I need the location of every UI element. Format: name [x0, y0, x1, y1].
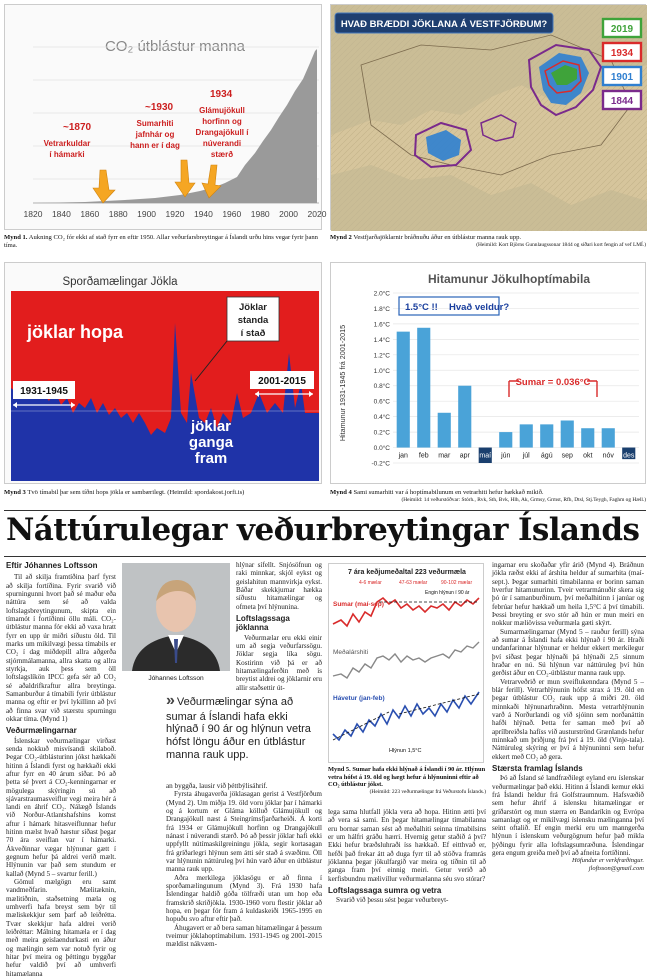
figure-5-caption	[328, 766, 486, 795]
fig5-label-winter: Hávetur (jan-feb)	[333, 695, 385, 702]
fig3-caption-label: Mynd 3	[4, 489, 26, 496]
fig3-caption-text: Tvö tímabil þar sem tíðni hops jökla er sambærilegt. (Heimild: spordakost.jorfi.is)	[27, 489, 245, 496]
fig4-xtick-apr: apr	[459, 452, 470, 460]
col4-paragraph-3: Vetrarveðrið er mun sveiflukenndara (Mynd 5 – blár ferill). Vetrarhlýnunin hófst strax á 19. öld en þegar útblástur CO₂ rauk upp á miðri 20. öld minnkaði hlýnunarhraðinn. Mesta vetrarhlýnunin varð á Norðurlandi og við sjóinn sem norðanáttin hafði hlýnað. Þetta fer saman með því að aprílbreiðsla hafíss við austurströnd Grænlands hefur minnkað um þriðjung frá því á 19. öld (Vinje-tala). Náttúruleg skýring er því á hlýnuninni sem hefur ekkert með CO₂ að gera.	[492, 677, 644, 761]
col3-paragraph-1: lega sama hlutfall jökla vera að hopa. Hitinn ætti því að vera sá sami. En þegar hitamælingar tímabilanna eru bornar saman sést að meðalhiti seinna tímabilsins er um hálfri gráðu hærri. Hvernig getur staðið á því? Ekki hefur bræðsluhraði íss hækkað. Ef eitthvað er, hefði það frekar átt að duga fyrr til að stöðva framrás jöklanna þegar jökulfargið var meira og tíðnin til að ganga fram því einnig meiri. Getur verið að kerfisbundnu mælivillur veðurmælanna séu svo stórar?	[328, 808, 486, 883]
fig5-ann-1: 4-6 mælar	[359, 580, 382, 586]
fig4-ytick: 1.6°C	[373, 321, 390, 329]
fig3-standa-2: standa	[237, 315, 269, 326]
fig4-xtick-des: des	[623, 452, 635, 460]
fig3-ganga-3: fram	[194, 450, 228, 467]
fig4-bar-okt	[581, 428, 594, 447]
fig4-ylabel: Hitamunur 1931-1945 frá 2001-2015	[338, 324, 347, 442]
col2b-paragraph-4: Áhugavert er að bera saman hitamælingar á þessum tveimur jöklahoptímabilum. 1931-1945 og 2001-2015 mældist nákvæm-	[166, 923, 322, 949]
fig4-bar-apr	[458, 386, 471, 448]
fig4-xtick-nóv: nóv	[602, 452, 614, 460]
author-email: jloftsson@gmail.com	[588, 865, 644, 873]
figure-1-caption	[4, 234, 324, 250]
fig4-ytick: 0.4°C	[373, 414, 390, 422]
col2-paragraph-2: Veðurmælar eru ekki einir um að segja veðurfarssögu. Jöklar segja líka sögu. Kostirinn við þá er að hitamælingaferðin með ís breytist aldrei og jöklarnir eru allir staðsettir út-	[236, 633, 322, 692]
figure-2-caption	[330, 234, 646, 248]
fig4-xtick-jan: jan	[398, 452, 408, 460]
fig2-caption-label: Mynd 2	[330, 234, 352, 241]
fig4-ann-question: Hvað veldur?	[449, 302, 510, 313]
fig1-xtick: 1840	[51, 209, 71, 219]
fig1-caption-text: Aukning CO₂ fór ekki af stað fyrr en eftir 1950. Allar veðurfarsbreytingar á Íslandi urðu hins vegar fyrir þann tíma.	[4, 234, 318, 249]
fig5-title: 7 ára keðjumeðaltal 223 veðurmæla	[348, 569, 466, 576]
fig3-title: Sporðamælingar Jökla	[62, 276, 178, 288]
fig1-xtick: 1900	[137, 209, 157, 219]
fig4-bar-mar	[438, 413, 451, 448]
fig4-bar-nóv	[602, 428, 615, 447]
fig5-label-summer: Sumar (maí-sep)	[333, 601, 384, 608]
col2-heading-1: Loftslagssaga jöklanna	[236, 613, 290, 633]
fig5-svg	[329, 564, 485, 764]
col2b-paragraph-1: an byggða, lausir við þéttbýlisáhrif.	[166, 782, 268, 790]
fig1-xtick: 1860	[80, 209, 100, 219]
pull-quote-text: Veðurmælingar sýna að sumar á Íslandi hafa ekki hlýnað í 90 ár og hlýnun vetra hófst löngu áður en útblástur manna rauk upp.	[166, 696, 311, 761]
fig4-ann-summer: Sumar = 0.036°C	[515, 377, 591, 388]
figure-4-caption	[330, 489, 646, 503]
photo-caption-name: Jóhannes Loftsson	[148, 675, 204, 682]
fig4-xtick-maí: maí	[479, 452, 492, 460]
fig4-xtick-mar: mar	[438, 452, 451, 460]
fig4-bar-feb	[417, 328, 430, 448]
col4-heading-1: Stærsta framlag Íslands	[492, 763, 583, 773]
fig3-ganga-1: jöklar	[190, 418, 232, 435]
fig4-ytick: 1.0°C	[373, 367, 390, 375]
fig1-title: CO₂ útblástur manna	[104, 38, 246, 55]
fig1-xtick: 1820	[23, 209, 43, 219]
map-svg	[331, 5, 647, 231]
fig5-caption-label: Mynd 5.	[328, 766, 351, 773]
fig4-xtick-jún: jún	[501, 452, 511, 460]
figure-1-co2-chart	[4, 4, 327, 230]
fig4-ytick: 0.2°C	[373, 429, 390, 437]
fig1-caption-label: Mynd 1.	[4, 234, 28, 241]
fig1-xtick: 1880	[108, 209, 128, 219]
figure-2-vestfirdir-map	[330, 4, 646, 230]
legend-label-1901: 1901	[610, 72, 634, 83]
col2-paragraph-1: hlýnar sífellt. Snjósöfnun og raki minnkar, skjól eykst og geislahitun mannvirkja eykst. Báðar skekkjurnar hækka síðustu hitamælingar og ofmeta því hlýnunina.	[236, 561, 322, 611]
fig1-ann-1930-line2: jafnhár og	[135, 130, 175, 139]
article-column-2-bottom	[166, 782, 322, 957]
co2-chart-svg	[5, 5, 327, 231]
fig4-ytick: 0.6°C	[373, 398, 390, 406]
fig4-ytick: 0.8°C	[373, 383, 390, 391]
arrow-1930-icon	[175, 160, 195, 197]
fig3-period2: 2001-2015	[258, 376, 306, 387]
fig1-ann-1934-line5: stærð	[210, 150, 234, 159]
article-column-4	[492, 561, 644, 957]
fig4-ytick: 0.0°C	[373, 445, 390, 453]
fig4-ytick: 1.4°C	[373, 336, 390, 344]
fig1-xtick: 2000	[279, 209, 299, 219]
figure-3-caption	[4, 489, 324, 497]
fig4-bar-sep	[561, 421, 574, 448]
fig5-source: (Heimild: 223 veðurmælingar frá Veðurstofu Íslands.)	[369, 788, 486, 795]
figure-3-glacier-measurements	[4, 262, 322, 484]
fig4-xtick-sep: sep	[561, 452, 573, 460]
fig5-ann-3: 90-102 mælar	[441, 580, 473, 586]
fig5-mean-line	[333, 642, 479, 678]
fig2-caption-text: Vestfjarðajöklarnir bráðnuðu áður en útblástur manna rauk upp.	[353, 234, 522, 241]
fig4-bar-júl	[520, 424, 533, 447]
fig4-source: (Heimild: 14 veðurstöðvar: Stórh., Rvk, Sth, Bvk, Hlh, Ak, Grmsy, Grmst, Rfh, Dtsl, Stj.Teygh, Faghm og Hæll.)	[401, 496, 646, 503]
fig4-ytick: 1.2°C	[373, 352, 390, 360]
fig3-label-hopa: jöklar hopa	[26, 322, 124, 342]
fig1-xtick: 1960	[222, 209, 242, 219]
fig5-label-mean: Meðalárshiti	[333, 649, 369, 656]
fig1-xtick: 1980	[250, 209, 270, 219]
pull-quote	[166, 692, 322, 762]
col2b-paragraph-3: Aðra merkilega jöklasögu er að finna í sporðamælingunum (Mynd 3). Frá 1930 hafa Íslendingar haldið góða tölfræði utan um hop eða framskrið skriðjökla. 1930-1960 voru flestir jöklar að hopa, en þegar fór fram á kuldaskeiði 1965-1995 en hopuðu svo aftur eftir það.	[166, 873, 322, 924]
fig4-xtick-okt: okt	[583, 452, 593, 460]
fig1-ann-1934-line2: horfinn og	[202, 117, 242, 126]
fig4-ytick: -0.2°C	[371, 460, 390, 468]
fig4-xtick-feb: feb	[418, 452, 429, 460]
fig1-ann-1934-line4: núverandi	[202, 139, 242, 148]
glacier-chart-svg	[5, 263, 323, 485]
fig1-xtick: 1920	[165, 209, 185, 219]
col4-paragraph-4: Þó að Ísland sé landfræðilegt eyland eru íslenskar veðurmælingar það ekki. Hitinn á Íslandi kemur ekki frá Íslandi heldur frá Golfstraumnum. Hafsvæðið sem hefur áhrif á íslensku hitamælingar er gríðarstórt og mun stærra en Bandaríkin og Evrópa samanlagt og er mikilvægi íslensku mælinganna því seint oftalið. Ef engin merki eru um manngerða hlýnun í íslenskum veðurgögnum hefur það mikla þýðingu fyrir alla loftslagsumræðuna. Íslendingar gera engum greiða með því að afneita fortíðinni.	[492, 774, 644, 858]
fig4-xtick-ágú: ágú	[540, 452, 553, 460]
article-column-1	[6, 561, 116, 978]
col1-paragraph-2: Íslenskar veðurmælingar virðast senda nokkuð misvísandi skilaboð. Þegar CO₂-útblásturinn jókst hækkaði hitinn á Íslandi fyrst og hækkaði ekki aftur fyrr en 40 árum síðar. Þó að þetta sé þvert á CO₂-kenningarnar er mögulega skýringin sú að sjávarstraumasveiflur vegi meira hér á landi en áhrif CO₂. Nálægð Íslands við Norður-Atlantshafshins komst aftur í hámark hitasveiflunnar hefur hitinn mælst hvað hæstur síðast þegar 70 ára sveiflan var í hámarki. Ákveðinnar vægar hlýnunar gætt í gegnum hefur þá aldrei verið mælt. Hlýnunin var það sem stundum er kallað (Mynd 5 – svartur ferill.)	[6, 736, 116, 878]
col4-paragraph-2: Sumarmælingarnar (Mynd 5 – rauður ferill) sýna að sumar á Íslandi hafa ekki hlýnað í 90 ár. Hraði undanfarinnar hlýnunar er heldur ekkert merkilegur því síðast þegar hlýnaði þá hlýnaði 2,5 sinnum hraðar en nú. Sú hlýnun var náttúruleg því hún gerðist áður en CO₂-útblástur manna rauk upp.	[492, 627, 644, 678]
temperature-bar-chart-svg	[331, 263, 647, 485]
legend-label-2019: 2019	[610, 24, 634, 35]
col1-paragraph-3: Gömul mælgögn eru samt vandmeðfarin. Mælitæknin, mælitíðnin, staðsetning mæla og umhverfi hafa breyst sem býr til mæliskekkjur sem þarf að leiðrétta. Tvær skekkjur hafa aldrei verið leiðréttar: Málning hitamæla er í dag með meira geislaendurkasti en áður og mælingin sem var notuð fyrir og hitar því meira og þéttingu byggðar hefur valdið því að umhverfi hitamælanna	[6, 878, 116, 978]
fig1-xtick: 1940	[193, 209, 213, 219]
fig4-ytick: 1.8°C	[373, 305, 390, 313]
col4-paragraph-1: ingarnar eru skoðaðar yfir árið (Mynd 4). Bráðnun jökla ræðst ekki af árshita heldur af sumarhita (maí-sept.). Þegar sumarhiti tímabilanna er borinn saman hverfur hitamunurinn. Tveir vetrarmánuðir skera sig þó úr í samanburðinum, því meðalhitinn í janúar og febrúar hefur hækkað um heila 1,5°C á því tímabili. Þessi breyting er svo stór að hún er mun meiri en nokkur mæliövissa veðurmæla gæti skýrt.	[492, 561, 644, 628]
fig1-ann-1870: ~1870	[63, 122, 92, 133]
fig1-ann-1934: 1934	[210, 89, 233, 100]
col1-paragraph-1: Til að skilja framtíðina þarf fyrst að skilja fortíðina. Fyrir svarið við spurningunni hvort það sé maður eða náttúra sem sé að valda loftslagsbreytingunum, skipta ein tímamót í fortíðinni öllu máli. CO₂-útblástur manna fór ekki að vaxa hratt fyrr en upp úr miðri síðustu öld. Til marks um mikilvægi þessa tímabils er CO₂ í dag miðdepill allra aðgerða stjórnmálamanna, allra skatta og allra styrkja, auk þess sem öll loftslagslíkön IPCC gefa sér að CO₂ sé aðaldrifkraftur allra breytinga. Samanburður á tímabili fyrir útblástur manna og eftir er því lykillinn að því að finna svar við stærstu spurningu okkar tíma. (Mynd 1)	[6, 573, 116, 723]
col3-heading-1: Loftslagssaga sumra og vetra	[328, 885, 442, 895]
fig3-standa-1: Jöklar	[239, 302, 267, 313]
fig1-ann-1870-line1: Vetrarkuldar	[43, 139, 91, 148]
fig4-caption-text: Sami sumarhiti var á hoptímabilunum en vetrarhiti hefur hækkað mikið.	[353, 489, 544, 496]
fig4-title: Hitamunur Jökulhoptímabila	[427, 272, 591, 286]
fig4-bar-jan	[397, 332, 410, 448]
col1-heading-1: Veðurmælingarnar	[6, 726, 77, 736]
fig1-ann-1930-line3: hann er í dag	[130, 141, 180, 150]
col3-paragraph-2: Svarið við þessu sést þegar veðurbreyt-	[336, 896, 449, 905]
author-photo-block	[122, 563, 230, 683]
legend-label-1844: 1844	[610, 96, 634, 107]
author-signoff: Höfundur er verkfræðingur.	[571, 857, 644, 865]
fig4-caption-label: Mynd 4	[330, 489, 352, 496]
fig5-ann-2: 47-63 mælar	[399, 580, 428, 586]
byline: Eftir Jóhannes Loftsson	[6, 561, 98, 570]
fig1-xtick: 2020	[307, 209, 327, 219]
fig1-ann-1934-line1: Glámujökull	[199, 106, 245, 115]
arrow-1870-icon	[93, 170, 115, 203]
article-column-2-top	[236, 561, 322, 692]
fig5-ann-5: Hlýnun 1,5°C	[389, 748, 422, 754]
fig1-ann-1870-line2: í hámarki	[49, 150, 85, 159]
fig4-bar-ágú	[540, 424, 553, 447]
article-column-3	[328, 808, 486, 957]
fig1-ann-1930: ~1930	[145, 102, 174, 113]
fig3-standa-3: í stað	[240, 328, 266, 339]
fig4-ytick: 2.0°C	[373, 290, 390, 298]
col2b-paragraph-2: Fyrsta áhugaverða jöklasagan gerist á Vestfjörðum (Mynd 2). Um miðja 19. öld voru jöklar þar í hámarki og á kortum er Gláma kölluð Glámujökull og Drangajökull næst á Steingrímsfjarðarheiði. Á korti frá 1934 er Glámujökull horfinn og Drangajökull nánast í núverandi stærð. Þó að þessir jöklar hafi ekki uppfyllt nútímaskilgreiningu jökla, segir kortasagan frá gríðarlegri hlýnun sem átti sér stað á svæðinu. Öll var hlýnunin náttúruleg því hún varð áður en útblástur manna rauk upp.	[166, 790, 322, 874]
fig2-title: HVAÐ BRÆDDI JÖKLANA Á VESTFJÖRÐUM?	[340, 19, 548, 30]
article-headline: Náttúrulegar veðurbreytingar Íslands	[6, 512, 640, 548]
fig1-ann-1930-line1: Sumarhiti	[136, 119, 174, 128]
figure-4-temperature-bar-chart	[330, 262, 646, 484]
fig4-bar-jún	[499, 432, 512, 447]
fig4-ann-winter: 1.5°C !!	[405, 302, 438, 313]
fig2-source: (Heimild: Kort Björns Gunnlaugssonar 1844 og síðari kort fengin af vef LMÍ.)	[476, 241, 646, 248]
legend-label-1934: 1934	[610, 48, 634, 59]
fig3-ganga-2: ganga	[188, 434, 234, 451]
fig3-period1: 1931-1945	[20, 386, 68, 397]
figure-5-temperature-series	[328, 563, 484, 763]
fig1-ann-1934-line3: Drangajökull í	[195, 128, 249, 137]
quote-mark-icon: »	[166, 692, 175, 709]
author-photo	[122, 563, 230, 671]
fig5-caption-text: Sumar hafa ekki hlýnað á Íslandi í 90 ár. Hlýnun vetra hófst á 19. öld og hægt hefur á hlýnuninni eftir að CO₂ útblástur jókst.	[328, 766, 486, 789]
fig5-ann-4: Engin hlýnun í 90 ár	[425, 590, 470, 596]
fig4-xtick-júl: júl	[522, 452, 530, 460]
